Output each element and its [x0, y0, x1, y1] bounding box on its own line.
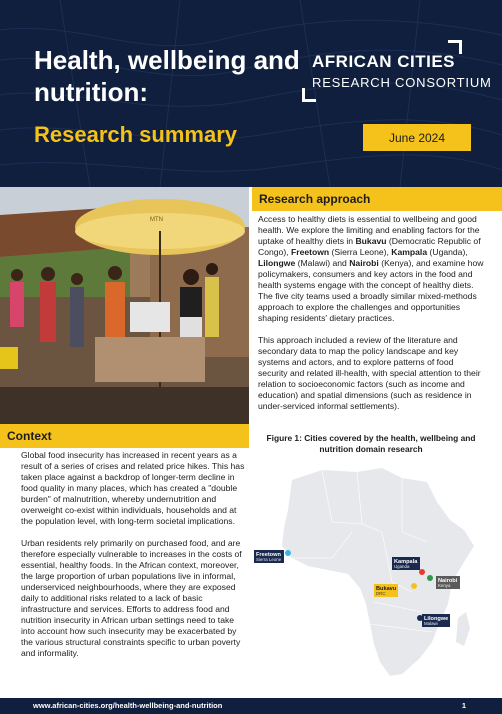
approach-paragraph-1: [258, 214, 484, 324]
figure-caption: Figure 1: Cities covered by the health, wellbeing and nutrition domain research: [266, 433, 476, 454]
text-run: Access to healthy diets is essential to wellbeing and good health. We explore the limiting and enabling factors for the uptake of healthy diets in: [258, 214, 480, 246]
logo-text-line2: RESEARCH CONSORTIUM: [312, 75, 492, 90]
research-approach-heading: Research approach: [252, 187, 502, 211]
text-run: (Uganda),: [427, 247, 468, 257]
madagascar-outline: [456, 612, 470, 646]
city-country-nairobi: Kenya: [438, 583, 451, 588]
context-paragraph-2: Urban residents rely primarily on purchased food, and are therefore especially vulnerable to increases in the costs of essential, healthy foods. In the African context, moreover, the large proportion of urban populations live in informal, underserviced neighbourhoods, where they are exposed daily to additional risks related to a lack of basic infrastructure and services. Efforts to address food and nutrition insecurity in African urban settings need to take into account how such insecurity may be exacerbated by the various structural constraints specific to urban poverty and informality.: [21, 538, 242, 658]
city-name-bold: Kampala: [391, 247, 428, 257]
context-body: [21, 450, 245, 670]
city-marker-freetown: [285, 550, 291, 556]
text-run: (Democratic Republic of Congo),: [258, 236, 481, 257]
umbrella-logo-text: MTN: [150, 217, 163, 223]
acrc-logo: [302, 40, 492, 102]
city-name-kampala: Kampala: [394, 559, 418, 565]
africa-outline: [282, 468, 474, 676]
logo-bracket-icon: [302, 88, 316, 102]
city-name-bold: Nairobi: [349, 258, 379, 268]
city-name-bold: Freetown: [290, 247, 330, 257]
market-scene-illustration: [0, 187, 249, 424]
footer-bar: [0, 698, 502, 714]
text-run: (Kenya), and examine how policymakers, consumers and key actors in the food and health systems engage with the concept of healthy diets. The five city teams used a broadly similar mixed-methods approach to explore the challenges and opportunities shaping residents' dietary practices.: [258, 258, 484, 323]
market-photo: [0, 187, 249, 424]
approach-paragraph-2: This approach included a review of the literature and secondary data to map the policy landscape and key systems and actors, and to explore patterns of food security and related ill-health, with special attention to their relation to socioeconomic factors (such as income and education) and spatial dimensions (such as residence in under-serviced informal settlements).: [258, 335, 481, 411]
city-name-bold: Lilongwe: [258, 258, 296, 268]
city-country-kampala: Uganda: [394, 564, 410, 569]
city-name-nairobi: Nairobi: [438, 578, 458, 584]
city-name-lilongwe: Lilongwe: [424, 616, 449, 622]
page-subtitle: Research summary: [34, 122, 238, 147]
city-marker-nairobi: [427, 575, 433, 581]
page-number: 1: [461, 701, 466, 710]
city-name-bukavu: Bukavu: [376, 586, 397, 592]
city-marker-kampala: [419, 569, 425, 575]
page-title: Health, wellbeing and nutrition:: [34, 45, 300, 107]
header-banner: [0, 0, 502, 187]
publication-date: June 2024: [363, 124, 471, 151]
text-run: (Sierra Leone),: [329, 247, 392, 257]
logo-text-line1: AFRICAN CITIES: [312, 52, 455, 71]
city-marker-bukavu: [411, 583, 417, 589]
africa-cities-map: [252, 462, 502, 694]
city-country-bukavu: DRC: [376, 591, 386, 596]
city-name-freetown: Freetown: [256, 552, 281, 558]
context-heading: Context: [0, 424, 249, 448]
context-paragraph-1: Global food insecurity has increased in recent years as a result of a series of crises and related price hikes. This has taken place against a backdrop of longer-term decline in food quality in many places, which has created a "double burden" of malnutrition, whereby undernutrition and overweight co-exist within individuals, households and at the population level, with long-term societal implications.: [21, 450, 245, 526]
city-name-bold: Bukavu: [355, 236, 387, 246]
footer-url-link[interactable]: www.african-cities.org/health-wellbeing-and-nutrition: [33, 701, 223, 710]
research-approach-body: [258, 214, 484, 423]
text-run: (Malawi) and: [295, 258, 350, 268]
city-country-lilongwe: Malawi: [424, 621, 438, 626]
city-country-freetown: Sierra Leone: [256, 557, 282, 562]
